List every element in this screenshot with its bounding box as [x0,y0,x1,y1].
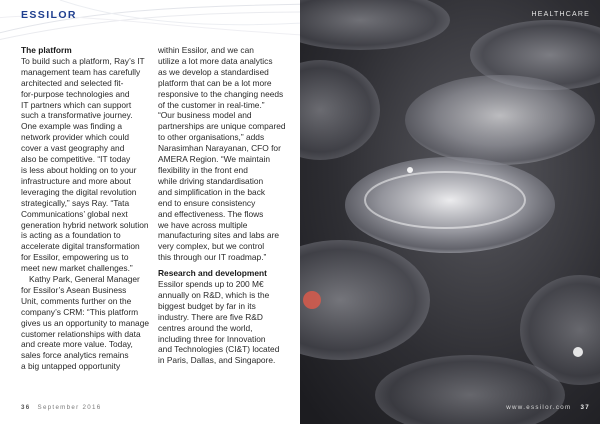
text-line: gives us an opportunity to manage [21,317,150,328]
section-heading: The platform [21,45,72,55]
text-line: is acting as a foundation to [21,230,121,241]
issue-date: September 2016 [37,404,102,411]
text-line: very complex, but we control [158,241,265,252]
brand-logo-text: ESSILOR [21,9,77,21]
text-line: infrastructure and more about [21,175,131,186]
text-line: architected and selected fit- [21,77,124,88]
text-line: for Essilor’s Asean Business [21,284,127,295]
text-line: Communications’ global next [21,208,128,219]
section-heading: Research and development [158,268,267,279]
text-line: customer relationships with data [21,328,141,339]
footer-left [21,404,101,411]
text-line: a big untapped opportunity [21,361,121,372]
text-line: IT partners which can support [21,99,132,110]
text-line: is less about holding on to your [21,164,137,175]
text-line: platform that can be a lot more [158,77,272,88]
text-line: To build such a platform, Ray’s IT [21,55,145,66]
page-number-right: 37 [580,404,590,411]
footer-right [506,404,590,411]
text-line: in Paris, Dallas, and Singapore. [158,355,276,366]
text-line: we have across multiple [158,219,248,230]
text-line: accelerate digital transformation [21,241,140,252]
text-line: generation hybrid network solution [21,219,149,230]
text-line: flexibility in the front end [158,164,248,175]
text-line: utilize a lot more data analytics [158,55,273,66]
text-line: end to ensure consistency [158,197,256,208]
text-line: and Technologies (CI&T) located [158,344,280,355]
text-line: Unit, comments further on the [21,295,132,306]
lens-photograph [300,0,600,424]
text-line: as we develop a standardised [158,66,269,77]
text-line: annually on R&D, which is the [158,289,270,300]
text-line: and simplification in the back [158,186,266,197]
text-line: Narasimhan Narayanan, CFO for [158,143,281,154]
text-line: of the customer in real-time.” [158,99,265,110]
text-line: strategically,” says Ray. “Tata [21,197,130,208]
text-line: including three for Innovation [158,333,266,344]
text-line: One example was finding a [21,121,123,132]
text-line: this through our IT roadmap.” [158,252,267,263]
text-line: and effectiveness. The flows [158,208,264,219]
text-line: and create more value. Today, [21,339,133,350]
text-line: management team has carefully [21,66,141,77]
text-line: AMERA Region. “We maintain [158,154,271,165]
text-line: industry. There are five R&D [158,311,263,322]
text-line: partnerships are unique compared [158,121,286,132]
text-line: for-purpose technologies and [21,88,130,99]
website-url: www.essilor.com [506,404,572,411]
article-column-1 [21,45,157,372]
text-line: centres around the world, [158,322,253,333]
text-line: meet new market challenges.” [21,263,133,274]
text-line: to other organisations,” adds [158,132,265,143]
text-line: biggest budget by far in its [158,300,256,311]
text-line: responsive to the changing needs [158,88,284,99]
text-line: “Our business model and [158,110,252,121]
page-number-left: 36 [21,404,31,411]
right-page [300,0,600,424]
text-line: also be competitive. “IT today [21,154,131,165]
text-line: sales force analytics remains [21,350,129,361]
text-line: Essilor spends up to 200 M€ [158,279,264,290]
section-tag: HEALTHCARE [531,11,590,18]
text-line: for Essilor, empowering us to [21,252,129,263]
article-column-2 [158,45,294,366]
text-line: Kathy Park, General Manager [29,274,140,285]
text-line: leveraging the digital revolution [21,186,137,197]
text-line: network provider which could [21,132,129,143]
text-line: manufacturing sites and labs are [158,230,280,241]
text-line: while driving standardisation [158,175,264,186]
text-line: cover a vast geography and [21,143,125,154]
text-line: company’s CRM: “This platform [21,306,139,317]
text-line: within Essilor, and we can [158,45,254,55]
text-line: such a transformative journey. [21,110,133,121]
